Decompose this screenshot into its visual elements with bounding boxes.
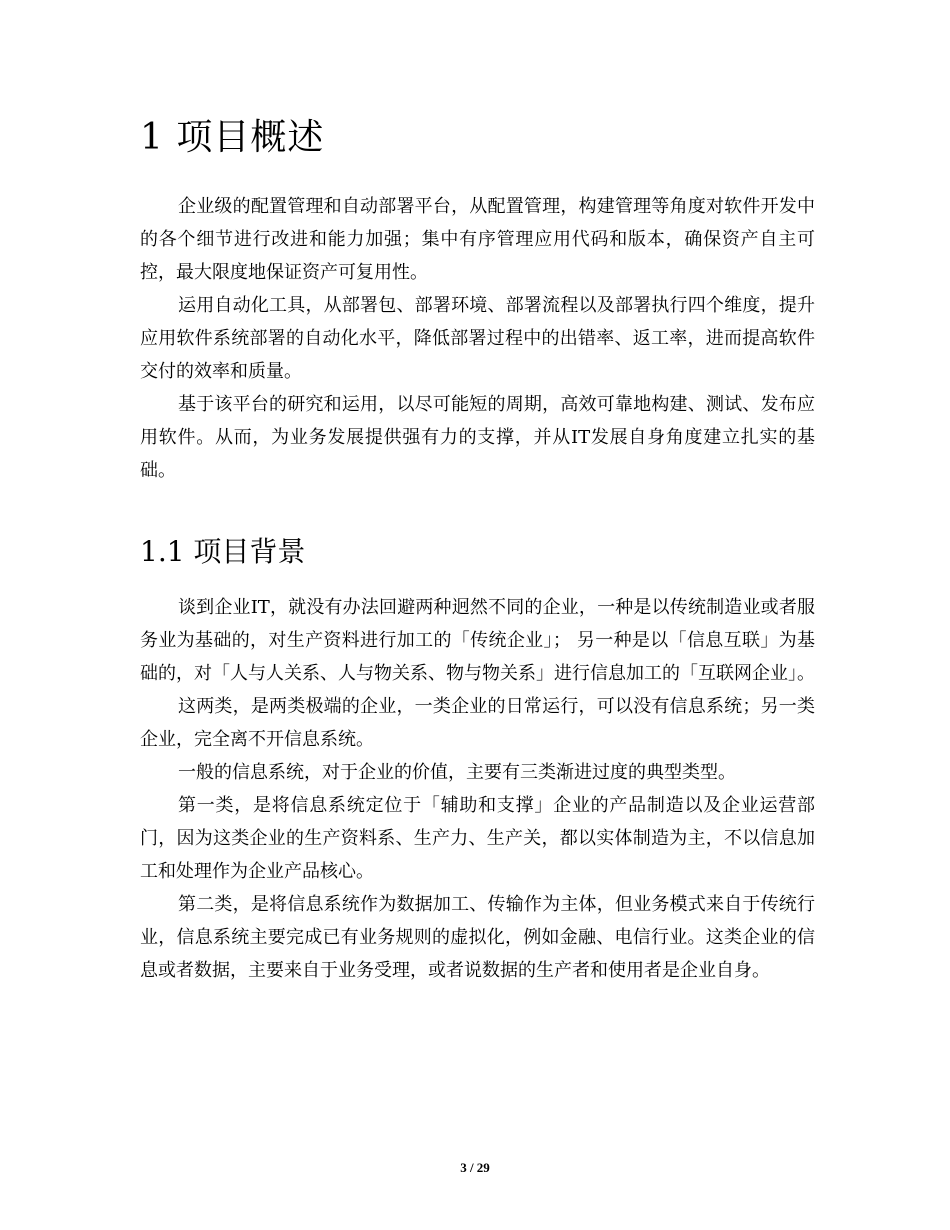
paragraph: 运用自动化工具，从部署包、部署环境、部署流程以及部署执行四个维度，提升应用软件系统部署的自动化水平，降低部署过程中的出错率、返工率，进而提高软件交付的效率和质量。	[140, 295, 815, 382]
subsection-body	[140, 591, 815, 987]
paragraph: 基于该平台的研究和运用，以尽可能短的周期，高效可靠地构建、测试、发布应用软件。从而，为业务发展提供强有力的支撑，并从IT发展自身角度建立扎实的基础。	[140, 394, 815, 481]
page-number: 3 / 29	[460, 1160, 490, 1175]
paragraph: 谈到企业IT，就没有办法回避两种迥然不同的企业，一种是以传统制造业或者服务业为基础的，对生产资料进行加工的「传统企业」； 另一种是以「信息互联」为基础的，对「人与人关系、人与物关系、物与物关系」进行信息加工的「互联网企业」。	[140, 597, 815, 684]
subsection-heading: 1.1 项目背景	[140, 535, 306, 568]
paragraph: 第二类，是将信息系统作为数据加工、传输作为主体，但业务模式来自于传统行业，信息系统主要完成已有业务规则的虚拟化，例如金融、电信行业。这类企业的信息或者数据，主要来自于业务受理，或者说数据的生产者和使用者是企业自身。	[140, 894, 815, 981]
section-heading: 1 项目概述	[140, 117, 325, 158]
paragraph: 一般的信息系统，对于企业的价值，主要有三类渐进过度的典型类型。	[178, 762, 736, 783]
paragraph: 第一类，是将信息系统定位于「辅助和支撑」企业的产品制造以及企业运营部门，因为这类企业的生产资料系、生产力、生产关，都以实体制造为主，不以信息加工和处理作为企业产品核心。	[140, 795, 815, 882]
paragraph: 企业级的配置管理和自动部署平台，从配置管理，构建管理等角度对软件开发中的各个细节进行改进和能力加强；集中有序管理应用代码和版本，确保资产自主可控，最大限度地保证资产可复用性。	[140, 196, 815, 283]
section-body	[140, 190, 815, 487]
paragraph: 这两类，是两类极端的企业，一类企业的日常运行，可以没有信息系统；另一类企业，完全离不开信息系统。	[140, 696, 815, 750]
